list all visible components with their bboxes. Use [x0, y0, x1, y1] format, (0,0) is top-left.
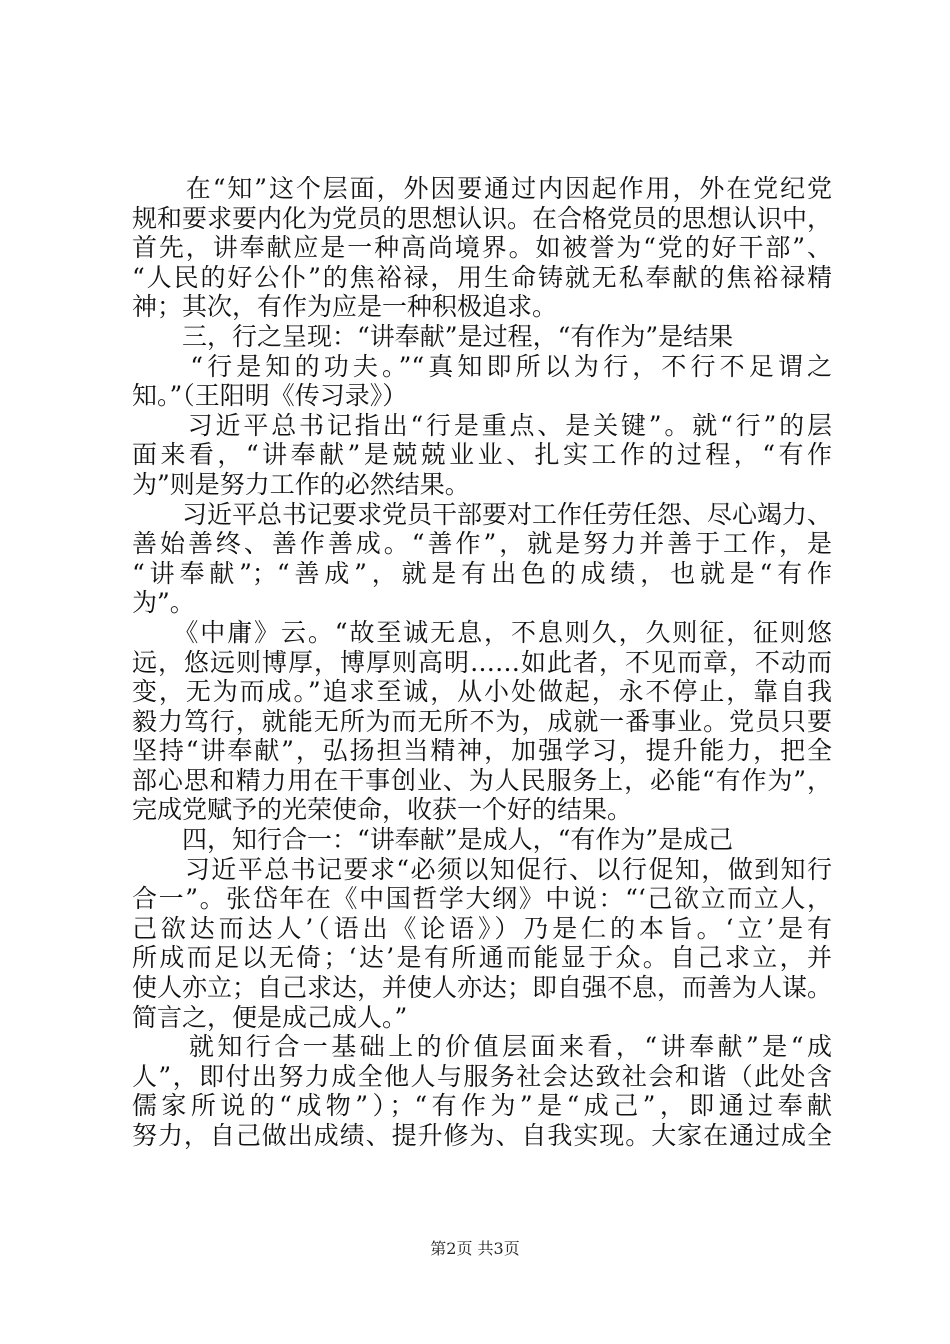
text-line: 人”，即付出努力成全他人与服务社会达致社会和谐（此处含	[132, 1061, 832, 1091]
text-line: 习近平总书记要求党员干部要对工作任劳任怨、尽心竭力、	[132, 499, 833, 529]
text-line: 规和要求要内化为党员的思想认识。在合格党员的思想认识中，	[132, 203, 833, 233]
page-footer: 第2页 共3页	[430, 1239, 520, 1258]
text-line: 善始善终、善作善成。“善作”，就是努力并善于工作，是	[132, 529, 832, 559]
text-line: 首先，讲奉献应是一种高尚境界。如被誉为“党的好干部”、	[132, 233, 832, 263]
text-line: “人民的好公仆”的焦裕禄，用生命铸就无私奉献的焦裕禄精	[132, 262, 832, 292]
text-line: 三，行之呈现：“讲奉献”是过程，“有作为”是结果	[132, 321, 734, 351]
text-line: 儒家所说的“成物”）；“有作为”是“成己”，即通过奉献	[132, 1091, 832, 1121]
text-line: 神；其次，有作为应是一种积极追求。	[132, 292, 558, 322]
text-line: 使人亦立；自己求达，并使人亦达；即自强不息，而善为人谋。	[132, 973, 833, 1003]
text-line: 习近平总书记要求“必须以知促行、以行促知，做到知行	[132, 854, 832, 884]
text-line: 完成党赋予的光荣使命，收获一个好的结果。	[132, 795, 633, 825]
text-line: 简言之，便是成己成人。”	[132, 1002, 408, 1032]
text-line: 变，无为而成。”追求至诚，从小处做起，永不停止，靠自我	[132, 677, 832, 707]
text-line: 合一”。张岱年在《中国哲学大纲》中说：“‘己欲立而立人，	[132, 884, 832, 914]
text-line: 己欲达而达人’（语出《论语》）乃是仁的本旨。‘立’是有	[132, 913, 832, 943]
text-line: 远，悠远则博厚，博厚则高明……如此者，不见而章，不动而	[132, 647, 832, 677]
text-line: 坚持“讲奉献”，弘扬担当精神，加强学习，提升能力，把全	[132, 736, 832, 766]
text-line: 面来看，“讲奉献”是兢兢业业、扎实工作的过程，“有作	[132, 440, 832, 470]
document-body	[132, 174, 832, 1151]
text-line: 就知行合一基础上的价值层面来看，“讲奉献”是“成	[132, 1032, 832, 1062]
text-line: 《中庸》云。“故至诚无息，不息则久，久则征，征则悠	[132, 617, 832, 647]
text-line: 所成而足以无倚；‘达’是有所通而能显于众。自己求立，并	[132, 943, 832, 973]
text-line: 为”。	[132, 588, 195, 618]
text-line: “行是知的功夫。”“真知即所以为行，不行不足谓之	[132, 351, 832, 381]
text-line: 知。”（王阳明《传习录》）	[132, 381, 408, 411]
text-line: 部心思和精力用在干事创业、为人民服务上，必能“有作为”，	[132, 765, 832, 795]
text-line: 为”则是努力工作的必然结果。	[132, 469, 470, 499]
text-line: 四，知行合一：“讲奉献”是成人，“有作为”是成己	[132, 825, 734, 855]
text-line: 习近平总书记指出“行是重点、是关键”。就“行”的层	[132, 410, 832, 440]
text-line: 毅力笃行，就能无所为而无所不为，成就一番事业。党员只要	[132, 706, 832, 736]
text-line: 努力，自己做出成绩、提升修为、自我实现。大家在通过成全	[132, 1121, 832, 1150]
text-line: 在“知”这个层面，外因要通过内因起作用，外在党纪党	[132, 174, 832, 203]
text-line: “讲奉献”；“善成”，就是有出色的成绩，也就是“有作	[132, 558, 832, 588]
